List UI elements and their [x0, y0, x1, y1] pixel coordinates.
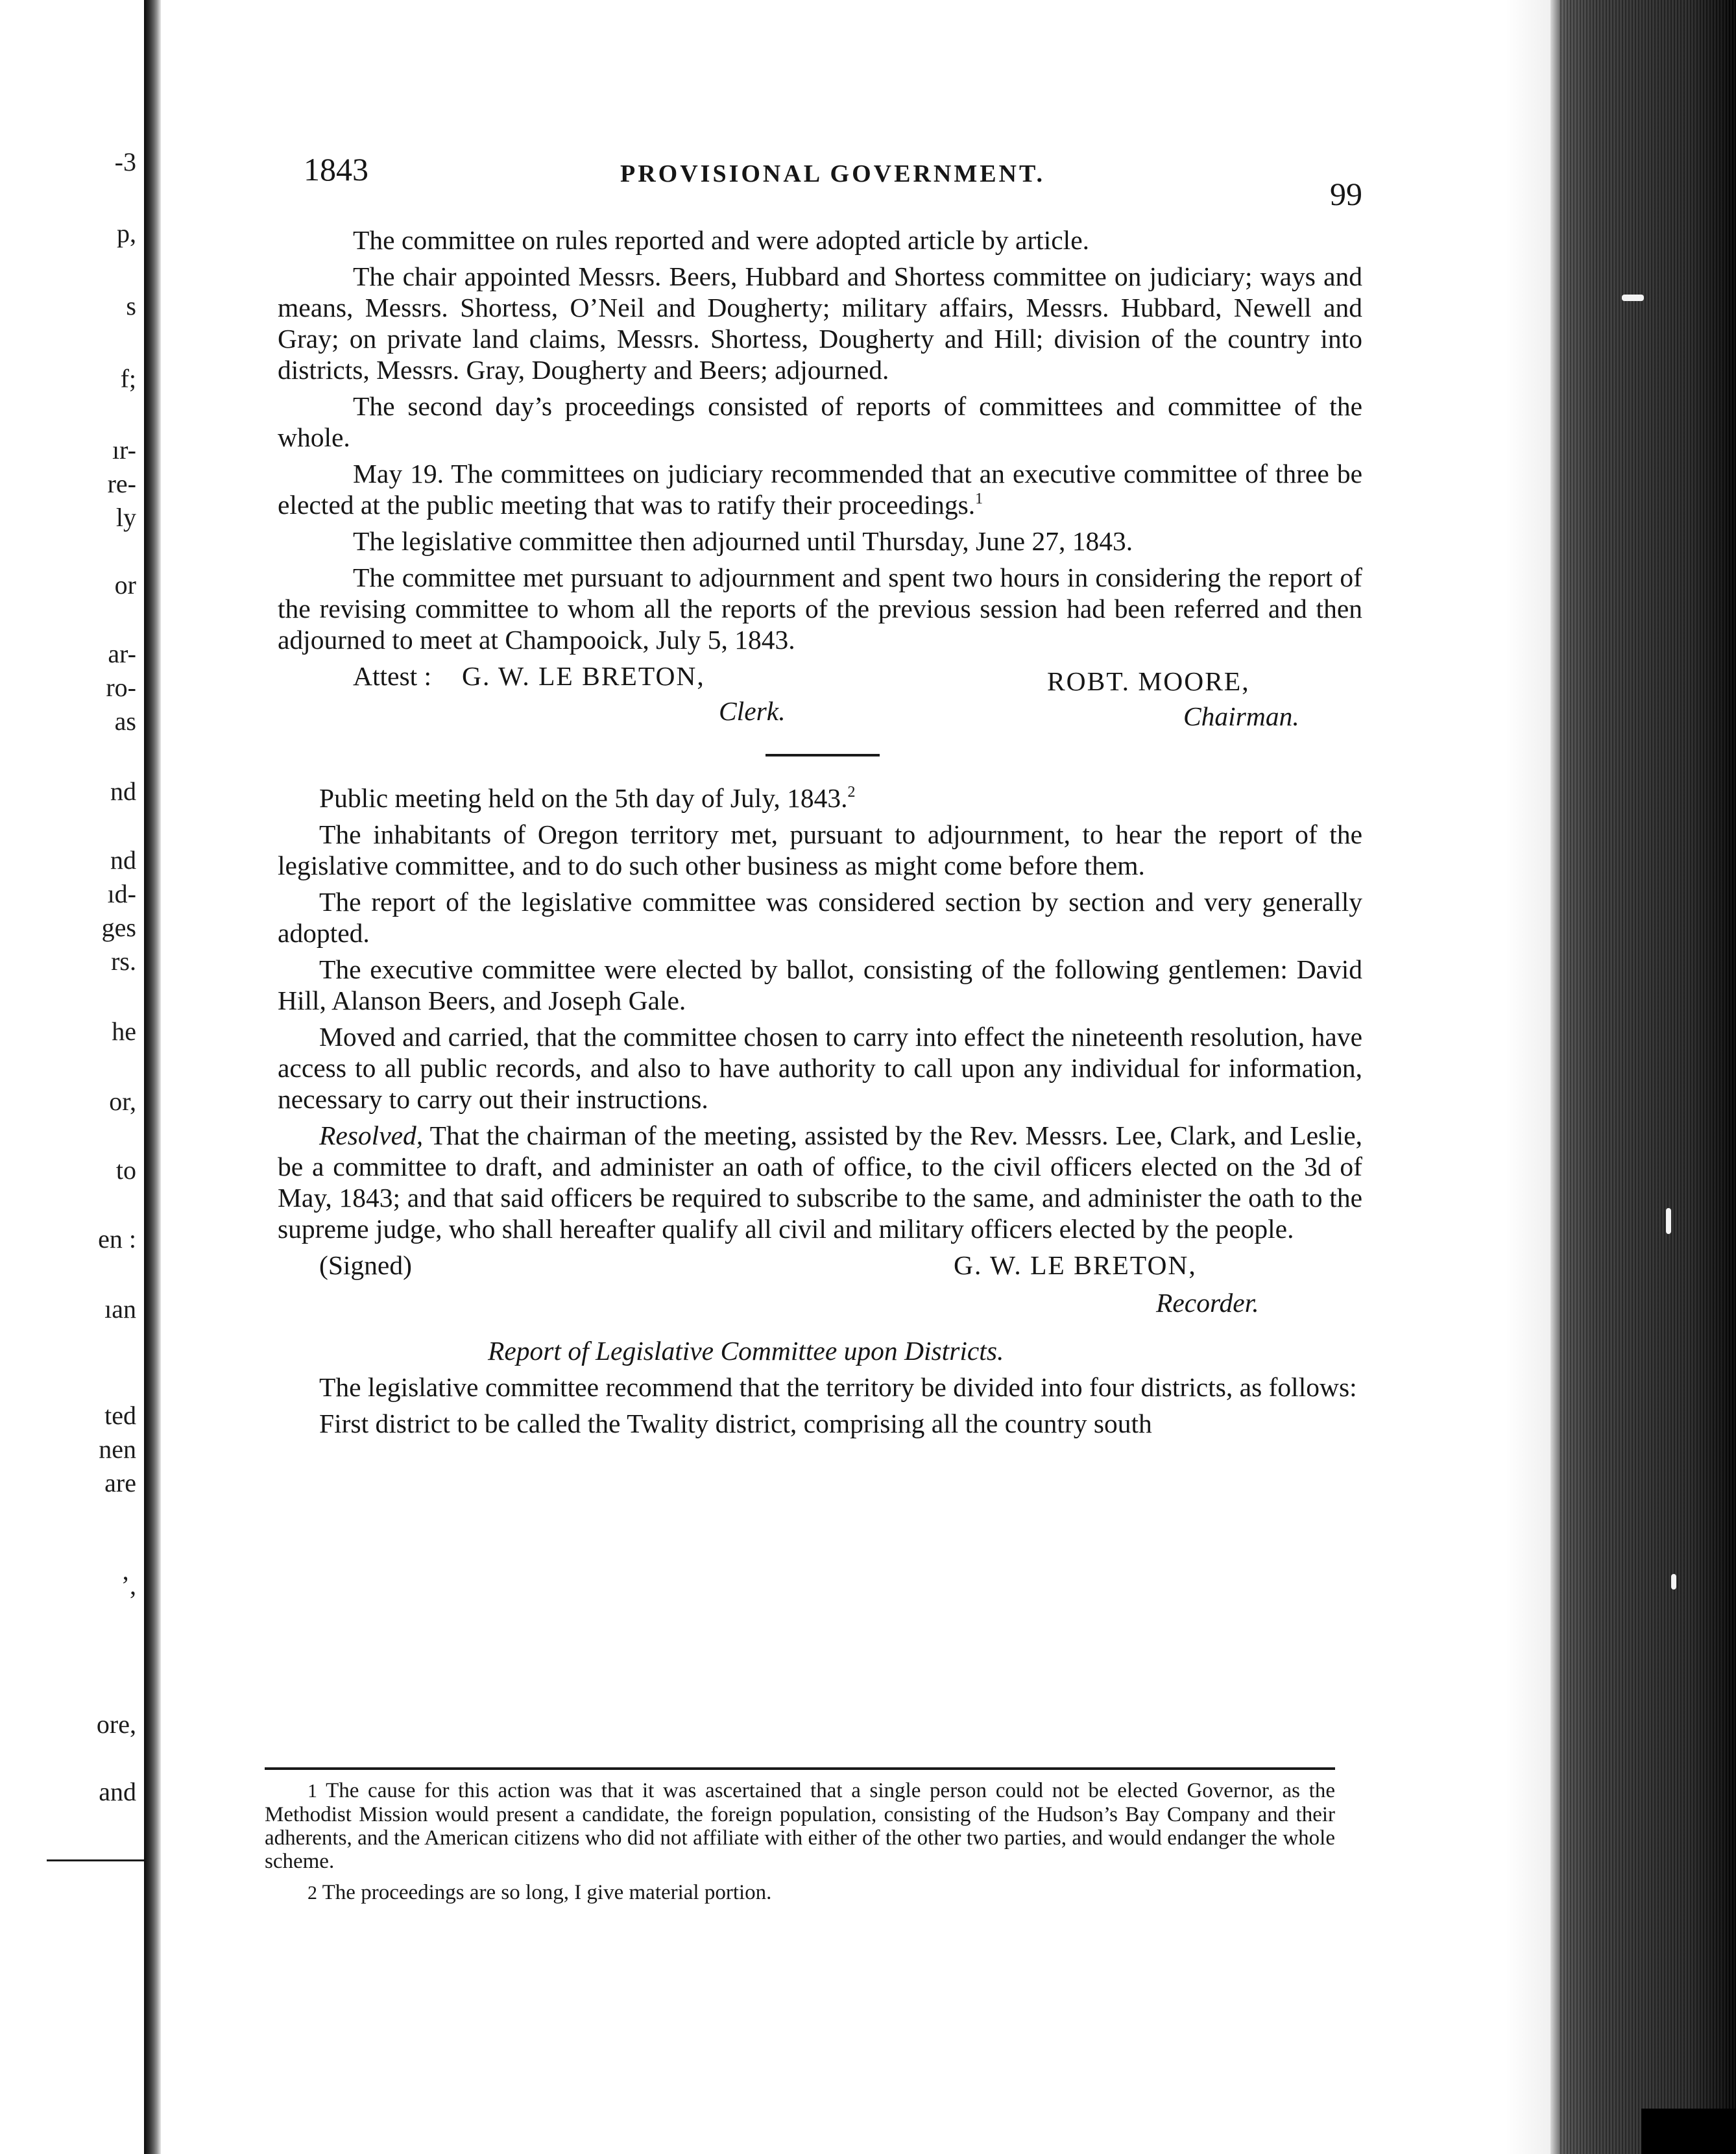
prev-page-fragment: ıd- — [107, 879, 136, 908]
paragraph: The committee on rules reported and were adopted article by article. — [353, 225, 1089, 255]
footnotes — [265, 1779, 1335, 1913]
prev-page-fragment: or, — [109, 1087, 136, 1116]
prev-page-fragment: ’, — [121, 1571, 136, 1600]
attest-block — [278, 660, 1362, 737]
paragraph-public-meeting — [278, 782, 1362, 814]
footnote-text: The proceedings are so long, I give material portion. — [317, 1881, 772, 1904]
resolved-lead: Resolved, — [319, 1120, 424, 1150]
prev-page-fragment: s — [126, 291, 136, 321]
resolved-text: That the chairman of the meeting, assisted by the Rev. Messrs. Lee, Clark, and Leslie, be a committee to draft, and administer an oath of office, to the civil officers elected on the 3d of May, 1843; and that said officers be required to subscribe to the same, and administer the oath to the supreme judge, who shall hereafter qualify all civil and military officers elected by the people. — [278, 1120, 1362, 1244]
may19-text: May 19. The committees on judiciary recommended that an executive committee of three be elected at the public meeting that was to ratify their proceedings. — [278, 459, 1362, 520]
signed-block — [278, 1250, 1362, 1326]
paragraph-may-19 — [278, 458, 1362, 520]
paragraph: The committee met pursuant to adjournment and spent two hours in considering the report of the revising committee to whom all the reports of the previous session had been referred and then adjourned to meet at Champooick, July 5, 1843. — [278, 563, 1362, 655]
prev-page-fragment: ar- — [108, 639, 136, 668]
paragraph: First district to be called the Twality district, comprising all the country south — [319, 1409, 1152, 1438]
prev-page-fragment: as — [114, 707, 136, 736]
previous-page-edge — [0, 0, 144, 2154]
prev-page-fragment: nen — [99, 1434, 136, 1464]
footnote-ref-1[interactable]: 1 — [975, 490, 983, 507]
prev-page-fragment: and — [99, 1777, 136, 1806]
running-head-title: PROVISIONAL GOVERNMENT. — [620, 160, 1046, 188]
fore-edge-highlight — [1550, 0, 1560, 2154]
prev-page-fragment: ıan — [104, 1294, 136, 1324]
clerk-title: Clerk. — [719, 696, 786, 726]
clerk-name: G. W. LE BRETON, — [462, 661, 705, 691]
footnote-ref-2[interactable]: 2 — [847, 784, 856, 801]
prev-page-fragment: he — [112, 1017, 136, 1046]
prev-page-fragment: or — [114, 570, 136, 599]
prev-page-fragment: re- — [107, 469, 136, 498]
prev-page-fragment: ted — [104, 1401, 136, 1430]
prev-page-fragment: nd — [110, 777, 136, 806]
prev-page-footnote-rule — [47, 1859, 144, 1861]
prev-page-fragment: are — [104, 1468, 136, 1497]
prev-page-fragment: f; — [120, 364, 136, 393]
signed-label: (Signed) — [319, 1250, 412, 1280]
prev-page-fragment: ly — [115, 503, 136, 532]
prev-page-fragment: ro- — [106, 673, 136, 702]
scan-corner-shadow — [1641, 2109, 1736, 2154]
fore-edge-mark — [1666, 1208, 1671, 1234]
section-rule — [766, 754, 880, 756]
public-meeting-text: Public meeting held on the 5th day of July, 1843. — [319, 783, 848, 813]
running-head — [304, 148, 1362, 212]
main-text — [278, 224, 1362, 1444]
chairman-name: ROBT. MOORE, — [1047, 666, 1250, 696]
chairman-title: Chairman. — [1183, 701, 1299, 731]
recorder-title: Recorder. — [1156, 1288, 1259, 1318]
paragraph: The report of the legislative committee was considered section by section and very generally adopted. — [278, 887, 1362, 948]
prev-page-fragment: ore, — [96, 1710, 136, 1739]
paragraph: The legislative committee then adjourned until Thursday, June 27, 1843. — [353, 526, 1133, 556]
page-shadow — [1505, 0, 1550, 2154]
footnote-1 — [265, 1779, 1335, 1873]
paragraph: The chair appointed Messrs. Beers, Hubbard and Shortess committee on judiciary; ways and means, Messrs. Shortess, O’Neil and Dougherty; military affairs, Messrs. Hubbard, Newell and Gray; on private land claims, Messrs. Shortess, Dougherty and Hill; division of the country into districts, Messrs. Gray, Dougherty and Beers; adjourned. — [278, 261, 1362, 385]
prev-page-fragment: nd — [110, 845, 136, 875]
prev-page-fragment: ır- — [112, 435, 136, 465]
page-number: 99 — [1330, 176, 1362, 212]
recorder-name: G. W. LE BRETON, — [954, 1250, 1197, 1280]
footnote-rule — [265, 1767, 1335, 1770]
paragraph: The second day’s proceedings consisted of reports of committees and committee of the whole. — [278, 391, 1362, 452]
footnote-text: The cause for this action was that it was ascertained that a single person could not be elected Governor, as the Methodist Mission would present a candidate, the foreign population, consisting of the Hudson’s Bay Company and their adherents, and the American citizens who did not affiliate with either of the other two parties, and would endanger the whole scheme. — [265, 1779, 1335, 1873]
attest-label: Attest : — [353, 661, 432, 691]
running-head-year: 1843 — [304, 151, 368, 188]
book-gutter — [144, 0, 161, 2154]
prev-page-fragment: to — [115, 1156, 136, 1185]
footnote-number: 2 — [307, 1882, 317, 1904]
prev-page-fragment: ges — [101, 913, 136, 942]
prev-page-fragment: p, — [117, 219, 136, 248]
report-heading: Report of Legislative Committee upon Districts. — [488, 1336, 1004, 1366]
fore-edge-mark — [1622, 295, 1644, 301]
prev-page-fragment: -3 — [114, 147, 136, 176]
paragraph: The legislative committee recommend that the territory be divided into four districts, as follows: — [319, 1372, 1357, 1402]
footnote-number: 1 — [307, 1780, 317, 1802]
footnote-2 — [265, 1881, 1335, 1905]
prev-page-fragment: en : — [98, 1224, 136, 1253]
paragraph: Moved and carried, that the committee chosen to carry into effect the nineteenth resolution, have access to all public records, and also to have authority to call upon any individual for information, necessary to carry out their instructions. — [278, 1022, 1362, 1114]
book-fore-edge — [1550, 0, 1736, 2154]
paragraph: The inhabitants of Oregon territory met, pursuant to adjournment, to hear the report of the legislative committee, and to do such other business as might come before them. — [278, 819, 1362, 880]
prev-page-fragment: rs. — [111, 947, 136, 976]
fore-edge-mark — [1671, 1574, 1676, 1590]
paragraph-resolved — [278, 1120, 1362, 1244]
paragraph: The executive committee were elected by ballot, consisting of the following gentlemen: David Hill, Alanson Beers, and Joseph Gale. — [278, 954, 1362, 1015]
